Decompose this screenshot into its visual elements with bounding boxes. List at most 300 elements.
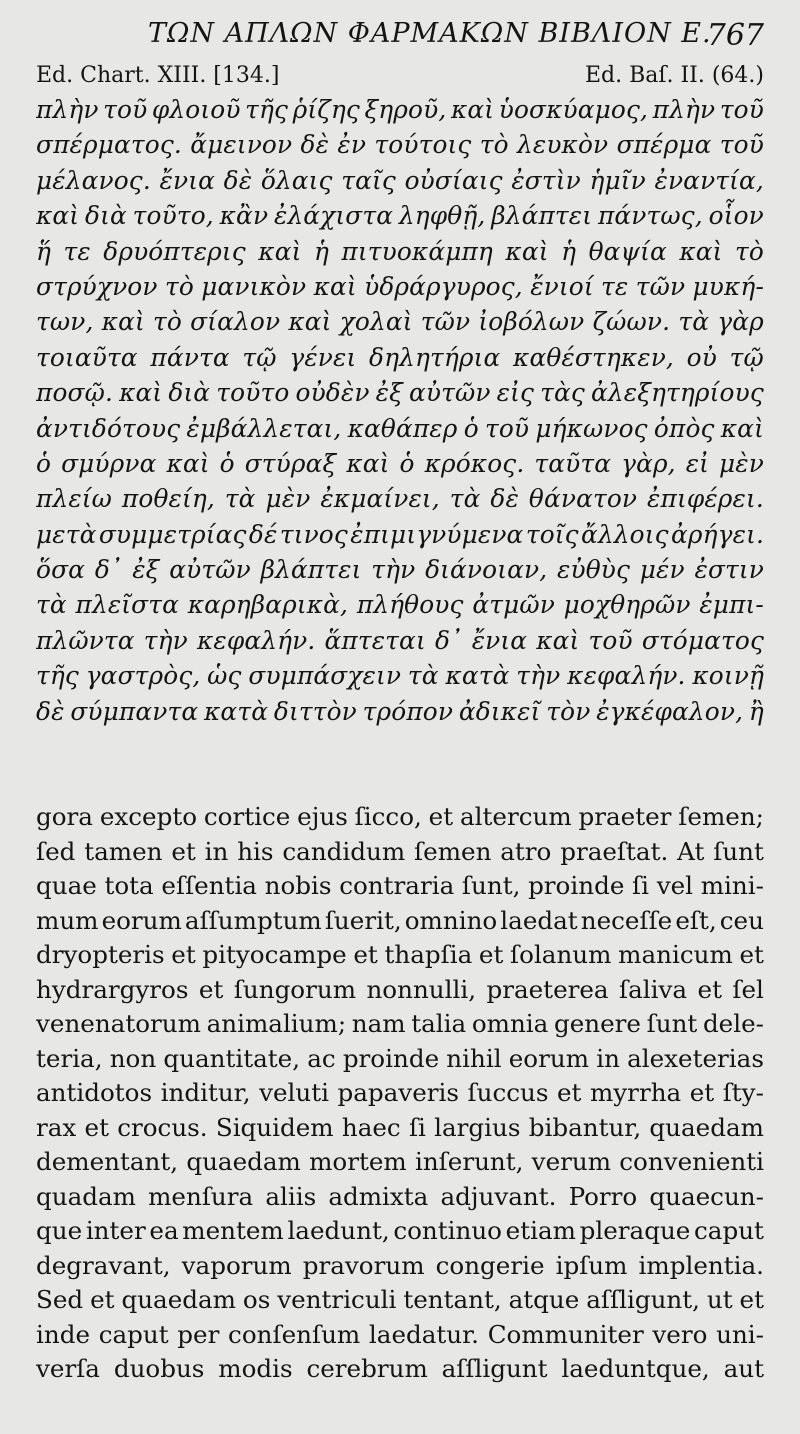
word: menſura: [148, 1181, 254, 1211]
word: inter: [85, 1216, 146, 1246]
word: et: [739, 1285, 764, 1315]
word: thapſia: [384, 940, 473, 970]
word: uni-: [716, 1319, 764, 1349]
word: pleraque: [579, 1216, 691, 1246]
word: τῆς: [245, 95, 289, 124]
word: τὰ: [678, 307, 710, 337]
word: καθέστηκεν,: [513, 342, 674, 372]
word: pravorum: [302, 1250, 425, 1280]
latin-text-line: [36, 835, 764, 870]
word: αὐτῶν: [169, 555, 251, 585]
latin-text-line: [36, 1180, 764, 1215]
word: ἐπιφέρει.: [647, 484, 764, 514]
word: vero: [652, 1319, 708, 1349]
word: teria,: [36, 1043, 103, 1073]
word: ἀδικεῖ: [458, 696, 541, 726]
word: ταῖς: [341, 165, 396, 195]
word: πλὴν: [36, 95, 99, 124]
word: excepto: [99, 802, 198, 832]
word: ὡς: [207, 661, 242, 691]
word: ſungorum: [233, 974, 357, 1004]
word: πιτυοκάμπη: [341, 236, 493, 266]
word: omnino: [404, 905, 498, 935]
word: in: [204, 836, 229, 866]
word: aliis: [265, 1181, 317, 1211]
word: των,: [36, 307, 94, 337]
word: ſi: [408, 1112, 426, 1142]
word: et: [478, 940, 504, 970]
word: χολαὶ: [339, 307, 413, 337]
word: διττὸν: [273, 696, 357, 726]
greek-text-line: [36, 694, 764, 729]
word: τοῖς: [525, 519, 579, 549]
word: τοιαῦτα: [36, 342, 138, 372]
word: ἐμβάλλεται,: [186, 413, 342, 443]
word: ἐπιμιγνύμενα: [350, 519, 524, 549]
word: mortem: [309, 1147, 407, 1177]
word: ut: [706, 1285, 733, 1315]
word: εὐθὺς: [557, 555, 631, 585]
word: δὲ: [490, 484, 519, 514]
word: εἰς: [496, 378, 535, 408]
word: ſuccus: [467, 1078, 549, 1108]
word: inditur,: [160, 1078, 251, 1108]
word: modis: [218, 1354, 293, 1384]
word: et: [84, 1112, 109, 1142]
word: laedatur.: [368, 1319, 480, 1349]
word: cortice: [203, 802, 291, 832]
word: et: [697, 974, 722, 1004]
word: δρυόπτερις: [103, 236, 246, 266]
word: πλὴν: [652, 95, 716, 124]
word: μέλανος.: [36, 165, 151, 195]
greek-text-block: [36, 92, 764, 729]
word: ληφθῇ,: [398, 201, 486, 231]
word: τὰ: [36, 590, 67, 620]
word: οὐδὲν: [295, 378, 370, 408]
word: λευκὸν: [517, 130, 609, 160]
latin-text-line: [36, 938, 764, 973]
greek-text-line: [36, 481, 764, 516]
word: θαψία: [588, 236, 667, 266]
word: ſicco,: [354, 802, 422, 832]
word: ſel: [732, 974, 764, 1004]
word: τὸν: [546, 696, 591, 726]
word: contraria: [339, 871, 455, 901]
word: ἐμπι-: [699, 590, 764, 620]
word: ὀπὸς: [653, 413, 715, 443]
greek-text-line: [36, 198, 764, 233]
word: ἡ: [313, 236, 329, 266]
word: τὰ: [449, 484, 481, 514]
word: τοῦ: [719, 95, 764, 124]
word: ὅσα: [36, 555, 86, 585]
word: στόματος: [641, 625, 764, 655]
latin-text-line: [36, 904, 764, 939]
word: ἡ: [561, 236, 577, 266]
word: καρηβαρικὰ,: [187, 590, 349, 620]
word: inde: [36, 1319, 91, 1349]
word: κρόκος.: [424, 448, 525, 478]
word: rax: [36, 1112, 77, 1142]
word: γὰρ,: [621, 448, 676, 478]
word: πάντα: [150, 342, 230, 372]
word: κεφαλήν.: [567, 661, 686, 691]
word: crocus.: [117, 1112, 208, 1142]
word: Siquidem: [215, 1112, 334, 1142]
word: ἡμῖν: [589, 165, 646, 195]
word: os: [242, 1285, 271, 1315]
word: quaedam: [121, 1285, 236, 1315]
word: πλήθους: [356, 590, 464, 620]
latin-text-line: [36, 1249, 764, 1284]
word: τοῦ: [103, 95, 148, 124]
word: laedunt,: [287, 1216, 390, 1246]
word: τρόπον: [362, 696, 454, 726]
word: mum: [36, 905, 99, 935]
word: ſuerit,: [324, 905, 402, 935]
word: καὶ: [505, 236, 549, 266]
word: οὐσίαις: [404, 165, 503, 195]
word: σπέρμα: [616, 130, 712, 160]
word: ἄμεινον: [190, 130, 293, 160]
section-gap: [36, 729, 764, 800]
word: ventriculi: [277, 1285, 397, 1315]
word: ποθείη,: [121, 484, 215, 514]
word: στύραξ: [244, 448, 337, 478]
word: laeduntque,: [561, 1354, 710, 1384]
word: τε: [63, 236, 91, 266]
word: ea: [149, 1216, 179, 1246]
word: συμμετρίας: [98, 519, 247, 549]
word: quaedam: [649, 1112, 764, 1142]
word: ſi: [632, 871, 650, 901]
word: δ᾽: [434, 625, 463, 655]
latin-text-line: [36, 1214, 764, 1249]
word: οὐ: [686, 342, 717, 372]
word: conſenſum: [228, 1319, 361, 1349]
word: proinde: [528, 871, 625, 901]
word: τὸ: [153, 307, 182, 337]
latin-text-block: [36, 800, 764, 1387]
word: ἰοβόλων: [478, 307, 585, 337]
word: talia: [411, 1009, 467, 1039]
word: ἐν: [337, 130, 367, 160]
word: praeterea: [486, 974, 609, 1004]
word: cerebrum: [306, 1354, 428, 1384]
word: nam: [351, 1009, 406, 1039]
word: δὲ: [223, 165, 253, 195]
word: et: [689, 1078, 715, 1108]
word: τοῦ: [484, 413, 530, 443]
greek-text-line: [36, 658, 764, 693]
greek-text-line: [36, 517, 764, 552]
latin-text-line: [36, 973, 764, 1008]
word: τὸ: [164, 271, 194, 301]
word: inſerunt,: [414, 1147, 524, 1177]
word: ἐκμαίνει,: [320, 484, 440, 514]
word: κἂν: [219, 201, 269, 231]
word: ξηροῦ,: [364, 95, 447, 124]
word: στρύχνον: [36, 271, 158, 301]
word: ποσῷ.: [36, 378, 114, 408]
word: ſunt,: [461, 871, 521, 901]
word: ἐστιν: [694, 555, 764, 585]
word: ἐξ: [132, 555, 160, 585]
word: nihil: [446, 1043, 502, 1073]
greek-text-line: [36, 92, 764, 127]
word: his: [237, 836, 274, 866]
word: τὰ: [407, 661, 439, 691]
word: praeſtat.: [560, 836, 669, 866]
word: ſty-: [722, 1078, 764, 1108]
word: κατὰ: [204, 696, 269, 726]
greek-text-line: [36, 623, 764, 658]
word: ὑοσκύαμος,: [498, 95, 649, 124]
word: aut: [723, 1354, 764, 1384]
word: proinde: [342, 1043, 440, 1073]
word: Porro: [568, 1181, 638, 1211]
word: venenatorum: [36, 1009, 201, 1039]
word: ἀντιδότους: [36, 413, 181, 443]
word: σίαλον: [190, 307, 281, 337]
word: τῶν: [635, 271, 686, 301]
word: καὶ: [36, 201, 80, 231]
word: omnia: [471, 1009, 549, 1039]
word: altercum: [459, 802, 572, 832]
word: ejus: [297, 802, 348, 832]
word: εἰ: [685, 448, 710, 478]
greek-text-line: [36, 127, 764, 162]
word: ipſum: [555, 1250, 628, 1280]
word: τὸ: [735, 236, 764, 266]
word: ὑδράργυρος,: [364, 271, 523, 301]
word: τὰ: [224, 484, 256, 514]
word: dementant,: [36, 1147, 179, 1177]
word: τῷ: [242, 342, 277, 372]
edition-chart-reference: Ed. Chart. XIII. [134.]: [36, 63, 280, 88]
latin-text-line: [36, 1283, 764, 1318]
word: manicum: [618, 940, 733, 970]
word: atro: [500, 836, 552, 866]
word: τὴν: [516, 661, 561, 691]
word: bibantur,: [528, 1112, 642, 1142]
word: μυκή-: [692, 271, 764, 301]
word: tota: [104, 871, 154, 901]
word: laedat: [500, 905, 578, 935]
word: dele-: [702, 1009, 764, 1039]
word: καὶ: [288, 307, 332, 337]
word: continuo: [393, 1216, 502, 1246]
word: τοῦτο,: [132, 201, 214, 231]
word: σπέρματος.: [36, 130, 182, 160]
word: ἅπτεται: [324, 625, 426, 655]
word: καὶ: [450, 95, 495, 124]
word: κατὰ: [445, 661, 510, 691]
latin-text-line: [36, 869, 764, 904]
word: adjuvant.: [440, 1181, 557, 1211]
word: et: [557, 1078, 582, 1108]
word: αὐτῶν: [409, 378, 491, 408]
word: δέ: [248, 519, 278, 549]
word: καὶ: [258, 236, 302, 266]
word: etiam: [505, 1216, 576, 1246]
word: ſed: [36, 836, 76, 866]
word: convenienti: [619, 1147, 764, 1177]
latin-text-line: [36, 1352, 764, 1387]
word: congerie: [435, 1250, 545, 1280]
word: antidotos: [36, 1078, 153, 1108]
latin-text-line: [36, 1318, 764, 1353]
word: nonnulli,: [366, 974, 477, 1004]
word: συμπάσχειν: [248, 661, 402, 691]
word: διάνοιαν,: [425, 555, 548, 585]
word: ἐλάχιστα: [273, 201, 394, 231]
word: ἀτμῶν: [472, 590, 555, 620]
greek-text-line: [36, 234, 764, 269]
word: eorum: [101, 905, 182, 935]
greek-text-line: [36, 552, 764, 587]
word: τῆς: [36, 661, 79, 691]
greek-text-line: [36, 587, 764, 622]
word: vel: [656, 871, 694, 901]
word: non: [109, 1043, 157, 1073]
word: γένει: [289, 342, 357, 372]
word: κεφαλήν.: [197, 625, 316, 655]
running-head: [36, 16, 764, 60]
word: ſemen: [414, 836, 492, 866]
word: δὲ: [300, 130, 330, 160]
word: verum: [531, 1147, 612, 1177]
word: τὰς: [540, 378, 585, 408]
word: que: [36, 1216, 83, 1246]
word: τοῦ: [588, 625, 633, 655]
word: ſolanum: [510, 940, 612, 970]
word: φλοιοῦ: [151, 95, 241, 124]
word: ἀλεξητηρίους: [591, 378, 764, 408]
word: σμύρνα: [61, 448, 157, 478]
word: τοῦ: [719, 130, 764, 160]
word: τοῦτο: [216, 378, 290, 408]
word: mentem: [182, 1216, 284, 1246]
word: τῷ: [729, 342, 764, 372]
word: quaecun-: [649, 1181, 764, 1211]
word: μέν: [639, 555, 685, 585]
word: in: [596, 1043, 620, 1073]
latin-text-line: [36, 1042, 764, 1077]
word: haec: [341, 1112, 401, 1142]
word: ἔνιοί: [530, 271, 594, 301]
word: ἐστὶν: [511, 165, 581, 195]
word: ὁ: [219, 448, 235, 478]
word: οἷον: [708, 201, 764, 231]
word: ſunt: [713, 836, 764, 866]
edition-basel-reference: Ed. Baſ. II. (64.): [584, 63, 764, 88]
word: implentia.: [638, 1250, 764, 1280]
word: dryopteris: [36, 940, 165, 970]
word: aſſligunt: [441, 1354, 548, 1384]
greek-text-line: [36, 304, 764, 339]
word: myrrha: [589, 1078, 682, 1108]
word: ἢ: [748, 696, 764, 726]
word: ἀρήγει.: [671, 519, 764, 549]
greek-text-line: [36, 375, 764, 410]
word: degravant,: [36, 1250, 171, 1280]
word: διὰ: [85, 201, 127, 231]
word: genere: [553, 1009, 641, 1039]
word: ſemen;: [678, 802, 764, 832]
word: σύμπαντα: [70, 696, 199, 726]
word: eſt,: [675, 905, 717, 935]
word: Communiter: [487, 1319, 644, 1349]
word: πλῶντα: [36, 625, 135, 655]
word: mini-: [700, 871, 764, 901]
word: τῶν: [420, 307, 471, 337]
word: τε: [601, 271, 629, 301]
word: μανικὸν: [201, 271, 307, 301]
edition-references: [36, 62, 764, 90]
greek-text-line: [36, 446, 764, 481]
word: largius: [434, 1112, 521, 1142]
word: et: [428, 802, 454, 832]
word: papaveris: [337, 1078, 460, 1108]
word: praeter: [578, 802, 672, 832]
word: animalium;: [206, 1009, 347, 1039]
word: καὶ: [536, 625, 580, 655]
word: tamen: [84, 836, 163, 866]
word: caput: [694, 1216, 764, 1246]
word: nobis: [264, 871, 332, 901]
word: δὲ: [36, 696, 65, 726]
word: ζώων.: [592, 307, 671, 337]
word: μετὰ: [36, 519, 97, 549]
word: quantitate,: [163, 1043, 301, 1073]
greek-text-line: [36, 163, 764, 198]
word: pityocampe: [202, 940, 347, 970]
word: quae: [36, 871, 97, 901]
word: ac: [307, 1043, 336, 1073]
word: admixta: [328, 1181, 429, 1211]
word: quadam: [36, 1181, 136, 1211]
word: ἐγκέφαλον,: [596, 696, 744, 726]
word: atque: [508, 1285, 580, 1315]
word: quaedam: [186, 1147, 301, 1177]
word: καὶ: [166, 448, 210, 478]
word: πάντως,: [597, 201, 703, 231]
greek-text-line: [36, 340, 764, 375]
word: τὴν: [143, 625, 188, 655]
word: καὶ: [119, 378, 163, 408]
word: τινος: [279, 519, 348, 549]
word: ταῦτα: [534, 448, 612, 478]
word: gora: [36, 802, 93, 832]
word: μήκωνος: [535, 413, 648, 443]
word: neceſſe: [580, 905, 673, 935]
word: ἔνια: [159, 165, 215, 195]
word: caput: [98, 1319, 169, 1349]
word: vaporum: [181, 1250, 292, 1280]
greek-text-line: [36, 411, 764, 446]
word: δηλητήρια: [369, 342, 501, 372]
page-number: 767: [706, 18, 764, 53]
word: δ᾽: [94, 555, 123, 585]
word: candidum: [282, 836, 406, 866]
word: τὴν: [371, 555, 416, 585]
word: hydrargyros: [36, 974, 189, 1004]
word: μοχθηρῶν: [563, 590, 691, 620]
word: eorum: [508, 1043, 590, 1073]
word: tentant,: [403, 1285, 502, 1315]
